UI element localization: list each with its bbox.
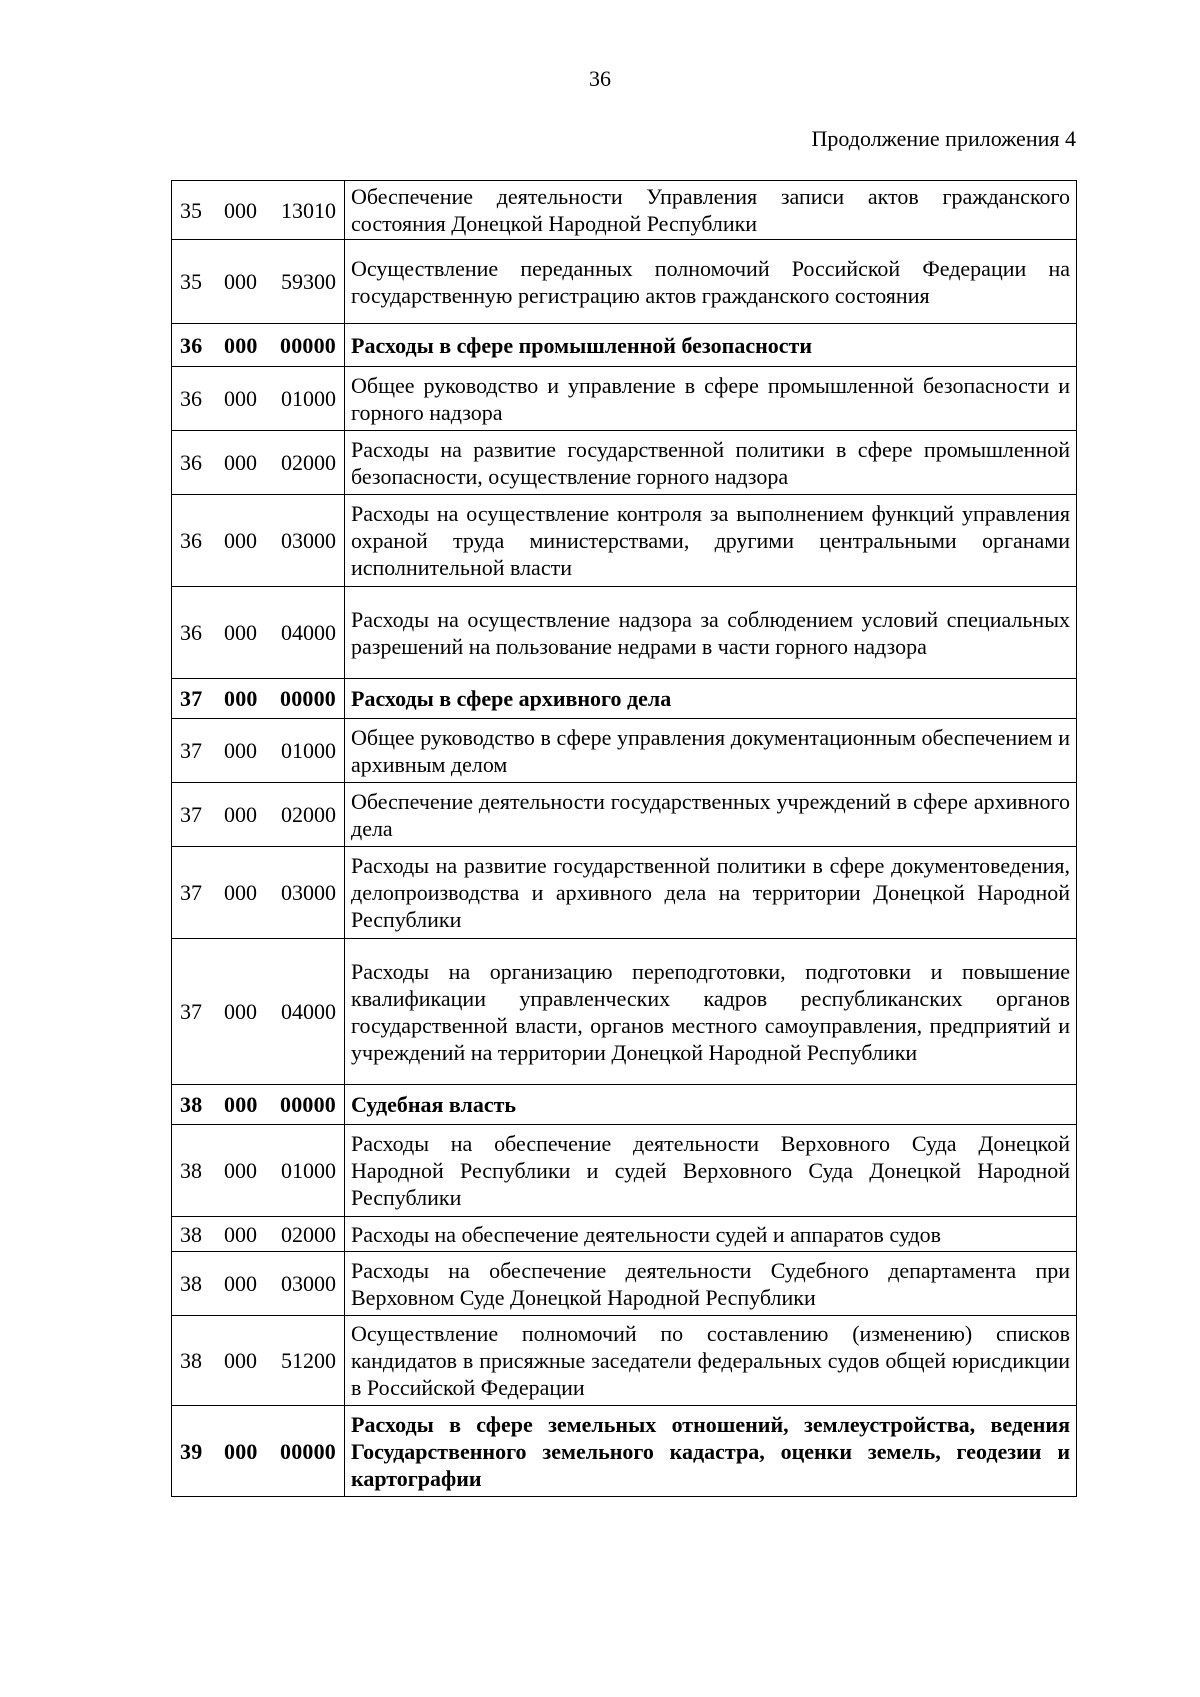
table-row [172, 495, 1077, 587]
table-row [172, 1252, 1077, 1316]
table-row [172, 939, 1077, 1085]
description-cell: Расходы на осуществление контроля за выполнением функций управления охраной труда министерствами, другими центральными органами исполнительной власти [345, 495, 1077, 587]
code-part-3: 04000 [281, 999, 336, 1024]
description-cell: Общее руководство и управление в сфере промышленной безопасности и горного надзора [345, 367, 1077, 431]
code-part-3: 00000 [280, 332, 336, 358]
code-part-3: 01000 [281, 738, 336, 763]
code-part-1: 36 [180, 450, 202, 475]
code-part-3: 00000 [280, 686, 336, 711]
table-row [172, 679, 1077, 719]
code-part-3: 01000 [281, 386, 336, 411]
code-part-2: 000 [224, 1092, 258, 1117]
code-part-1: 37 [180, 686, 203, 711]
table-row [172, 783, 1077, 847]
code-cell [172, 367, 345, 431]
code-part-2: 000 [224, 386, 257, 411]
code-part-1: 35 [180, 197, 202, 223]
code-part-3: 59300 [281, 269, 336, 294]
table-row [172, 367, 1077, 431]
code-part-2: 000 [224, 999, 257, 1024]
code-part-3: 00000 [280, 1092, 336, 1117]
code-cell [172, 587, 345, 679]
table-row [172, 1125, 1077, 1217]
table-row [172, 587, 1077, 679]
table-row [172, 240, 1077, 324]
code-part-3: 03000 [281, 880, 336, 905]
code-part-1: 37 [180, 738, 202, 763]
code-part-3: 03000 [281, 1271, 336, 1296]
description-cell: Расходы в сфере архивного дела [345, 679, 1077, 719]
description-cell: Обеспечение деятельности государственных учреждений в сфере архивного дела [345, 783, 1077, 847]
description-cell: Расходы на обеспечение деятельности Судебного департамента при Верховном Суде Донецкой Народной Республики [345, 1252, 1077, 1316]
table-row [172, 1316, 1077, 1406]
code-part-2: 000 [224, 880, 257, 905]
description-cell: Судебная власть [345, 1085, 1077, 1125]
code-cell [172, 431, 345, 495]
code-cell [172, 1085, 345, 1125]
table-row [172, 324, 1077, 367]
code-cell [172, 1217, 345, 1252]
code-cell [172, 181, 345, 240]
budget-code-table [171, 180, 1077, 1497]
code-part-2: 000 [224, 1348, 257, 1373]
code-part-2: 000 [224, 1158, 257, 1183]
code-part-3: 13010 [281, 197, 336, 223]
code-part-2: 000 [224, 1271, 257, 1296]
code-cell [172, 240, 345, 324]
code-part-3: 02000 [281, 1221, 336, 1247]
code-part-1: 36 [180, 386, 202, 411]
code-part-1: 36 [180, 332, 203, 358]
code-part-2: 000 [224, 802, 257, 827]
code-part-1: 38 [180, 1158, 202, 1183]
description-cell: Расходы в сфере земельных отношений, землеустройства, ведения Государственного земельного кадастра, оценки земель, геодезии и картографии [345, 1406, 1077, 1497]
code-cell [172, 1125, 345, 1217]
code-cell [172, 783, 345, 847]
table-row [172, 719, 1077, 783]
code-part-1: 37 [180, 999, 202, 1024]
code-cell [172, 847, 345, 939]
description-cell: Осуществление переданных полномочий Российской Федерации на государственную регистрацию актов гражданского состояния [345, 240, 1077, 324]
code-cell [172, 939, 345, 1085]
code-part-2: 000 [224, 332, 258, 358]
code-cell [172, 1252, 345, 1316]
code-part-2: 000 [224, 528, 257, 553]
page-number: 36 [589, 66, 611, 91]
code-part-1: 38 [180, 1348, 202, 1373]
appendix-continuation-label: Продолжение приложения 4 [811, 126, 1076, 151]
code-part-1: 37 [180, 880, 202, 905]
code-part-2: 000 [224, 686, 258, 711]
code-part-2: 000 [224, 269, 257, 294]
description-cell: Расходы на развитие государственной политики в сфере документоведения, делопроизводства и архивного дела на территории Донецкой Народной Республики [345, 847, 1077, 939]
code-part-2: 000 [224, 738, 257, 763]
code-part-1: 38 [180, 1221, 202, 1247]
code-part-1: 38 [180, 1271, 202, 1296]
code-part-2: 000 [224, 1221, 257, 1247]
table-row [172, 181, 1077, 240]
description-cell: Расходы на обеспечение деятельности Верховного Суда Донецкой Народной Республики и судей Верховного Суда Донецкой Народной Республики [345, 1125, 1077, 1217]
description-cell: Обеспечение деятельности Управления записи актов гражданского состояния Донецкой Народной Республики [345, 181, 1077, 240]
code-part-3: 02000 [281, 450, 336, 475]
code-part-3: 01000 [281, 1158, 336, 1183]
code-part-1: 36 [180, 620, 202, 645]
description-cell: Общее руководство в сфере управления документационным обеспечением и архивным делом [345, 719, 1077, 783]
code-part-2: 000 [224, 197, 257, 223]
table-body [172, 181, 1077, 1497]
table-row [172, 847, 1077, 939]
code-part-3: 04000 [281, 620, 336, 645]
description-cell: Осуществление полномочий по составлению (изменению) списков кандидатов в присяжные заседатели федеральных судов общей юрисдикции в Российской Федерации [345, 1316, 1077, 1406]
code-cell [172, 324, 345, 367]
code-part-3: 00000 [280, 1438, 336, 1464]
table-row [172, 1217, 1077, 1252]
description-cell: Расходы на организацию переподготовки, подготовки и повышение квалификации управленческих кадров республиканских органов государственной власти, органов местного самоуправления, предприятий и учреждений на территории Донецкой Народной Республики [345, 939, 1077, 1085]
code-part-3: 51200 [281, 1348, 336, 1373]
code-cell [172, 1406, 345, 1497]
code-part-3: 02000 [281, 802, 336, 827]
code-cell [172, 495, 345, 587]
description-cell: Расходы на развитие государственной политики в сфере промышленной безопасности, осуществление горного надзора [345, 431, 1077, 495]
code-part-2: 000 [224, 620, 257, 645]
description-cell: Расходы в сфере промышленной безопасности [345, 324, 1077, 367]
code-part-1: 35 [180, 269, 202, 294]
table-row [172, 1085, 1077, 1125]
code-cell [172, 1316, 345, 1406]
code-cell [172, 719, 345, 783]
description-cell: Расходы на обеспечение деятельности судей и аппаратов судов [345, 1217, 1077, 1252]
code-part-3: 03000 [281, 528, 336, 553]
table-row [172, 431, 1077, 495]
code-part-1: 36 [180, 528, 202, 553]
code-part-1: 37 [180, 802, 202, 827]
code-part-2: 000 [224, 450, 257, 475]
table-row [172, 1406, 1077, 1497]
code-part-1: 39 [180, 1438, 203, 1464]
description-cell: Расходы на осуществление надзора за соблюдением условий специальных разрешений на пользование недрами в части горного надзора [345, 587, 1077, 679]
code-part-1: 38 [180, 1092, 203, 1117]
code-cell [172, 679, 345, 719]
code-part-2: 000 [224, 1438, 258, 1464]
